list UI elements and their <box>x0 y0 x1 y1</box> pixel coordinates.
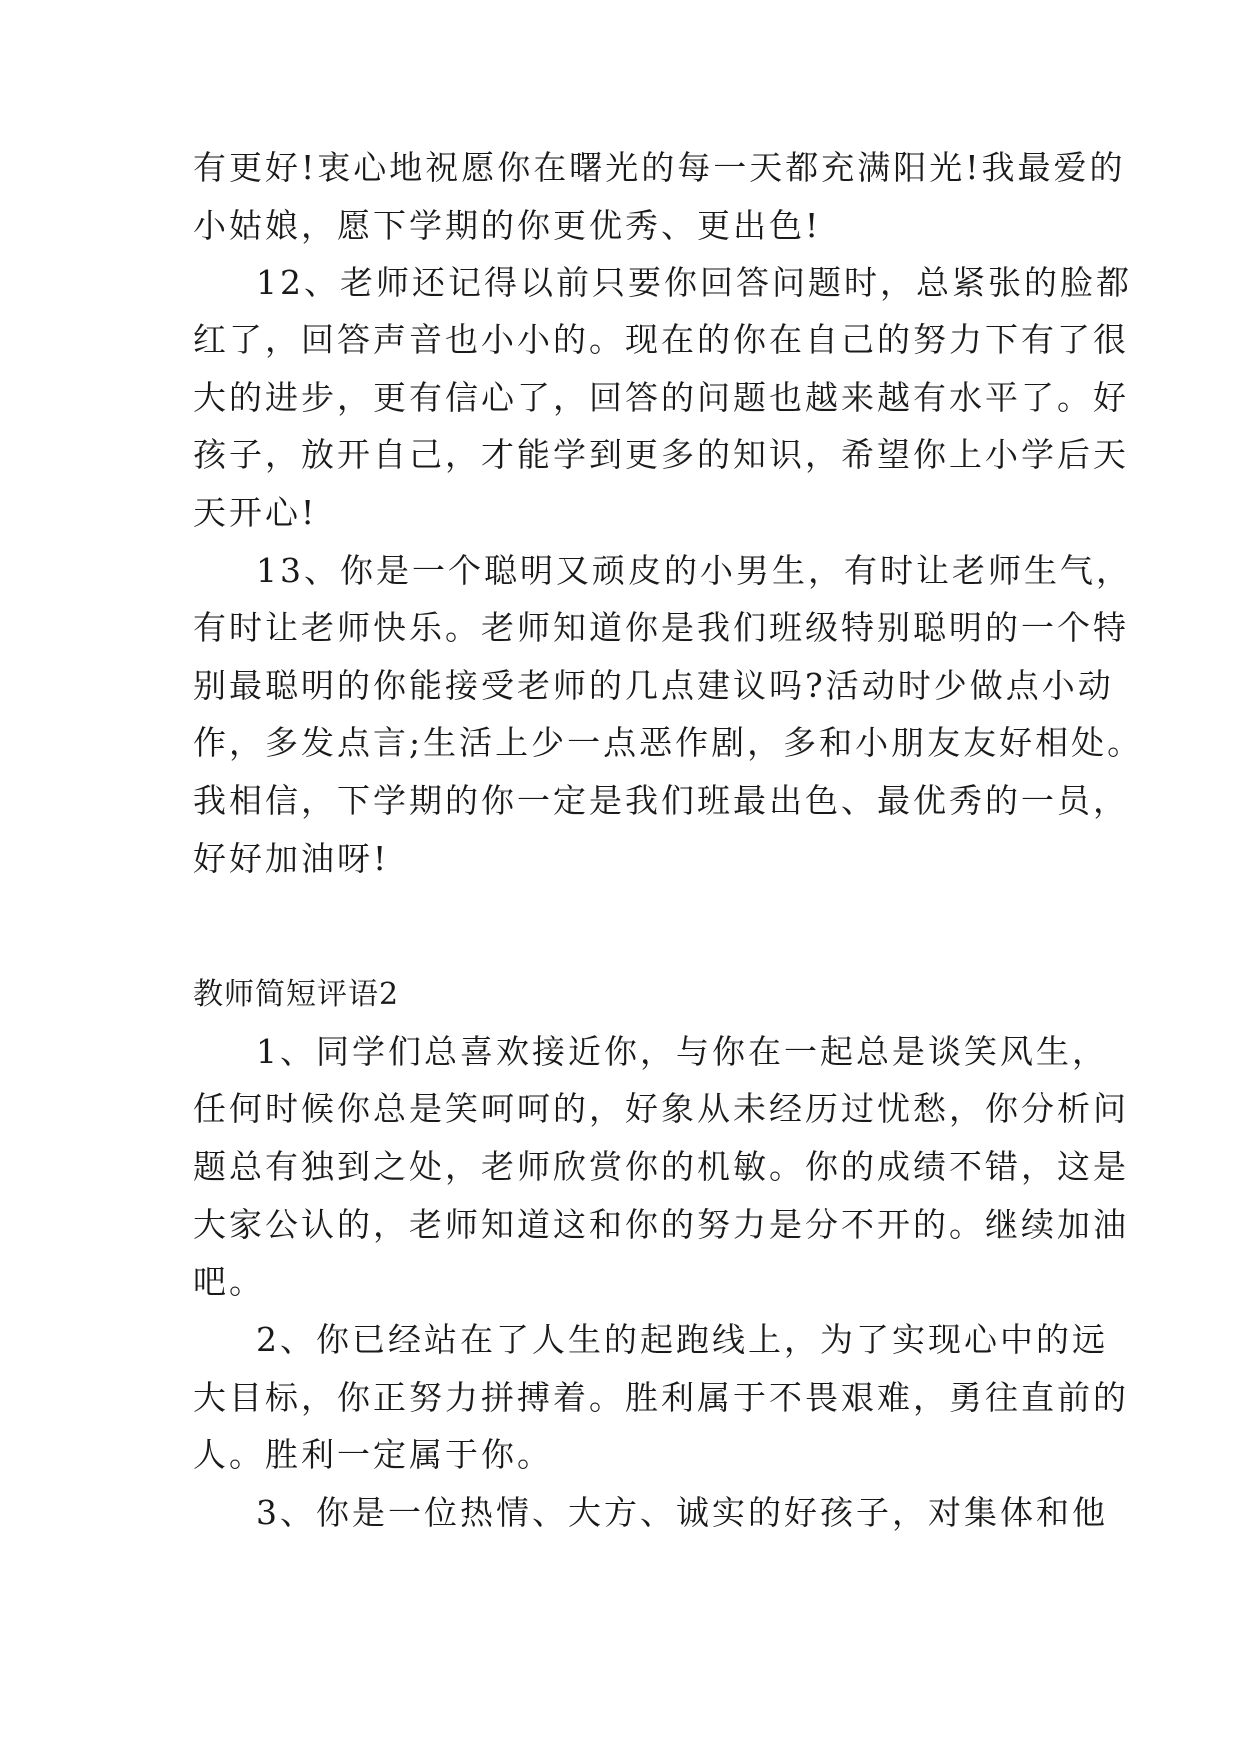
text-line: 题总有独到之处，老师欣赏你的机敏。你的成绩不错，这是 <box>193 1147 1129 1186</box>
text-line: 人。胜利一定属于你。 <box>193 1435 553 1474</box>
text-line: 吧。 <box>193 1262 265 1301</box>
text-line: 红了，回答声音也小小的。现在的你在自己的努力下有了很 <box>193 320 1129 359</box>
text-line: 大家公认的，老师知道这和你的努力是分不开的。继续加油 <box>193 1205 1129 1244</box>
text-line: 大的进步，更有信心了，回答的问题也越来越有水平了。好 <box>193 378 1129 417</box>
paragraph-13-first-line: 13、你是一个聪明又顽皮的小男生，有时让老师生气， <box>256 551 1132 590</box>
section-heading: 教师简短评语2 <box>193 977 400 1012</box>
paragraph-1-first-line: 1、同学们总喜欢接近你，与你在一起总是谈笑风生， <box>256 1032 1108 1071</box>
text-line: 别最聪明的你能接受老师的几点建议吗?活动时少做点小动 <box>193 666 1114 705</box>
text-line: 我相信，下学期的你一定是我们班最出色、最优秀的一员， <box>193 781 1129 820</box>
paragraph-12-first-line: 12、老师还记得以前只要你回答问题时，总紧张的脸都 <box>256 263 1132 302</box>
text-line: 孩子，放开自己，才能学到更多的知识，希望你上小学后天 <box>193 435 1129 474</box>
text-line: 大目标，你正努力拼搏着。胜利属于不畏艰难，勇往直前的 <box>193 1378 1129 1417</box>
paragraph-2-first-line: 2、你已经站在了人生的起跑线上，为了实现心中的远 <box>256 1320 1108 1359</box>
text-line: 有时让老师快乐。老师知道你是我们班级特别聪明的一个特 <box>193 608 1129 647</box>
text-line: 好好加油呀! <box>193 839 390 878</box>
text-line: 任何时候你总是笑呵呵的，好象从未经历过忧愁，你分析问 <box>193 1089 1129 1128</box>
text-line: 小姑娘，愿下学期的你更优秀、更出色! <box>193 206 822 245</box>
text-line: 天开心! <box>193 493 318 532</box>
text-line: 作，多发点言;生活上少一点恶作剧，多和小朋友友好相处。 <box>193 723 1144 762</box>
text-line: 有更好!衷心地祝愿你在曙光的每一天都充满阳光!我最爱的 <box>193 148 1126 187</box>
paragraph-3-first-line: 3、你是一位热情、大方、诚实的好孩子，对集体和他 <box>256 1493 1108 1532</box>
